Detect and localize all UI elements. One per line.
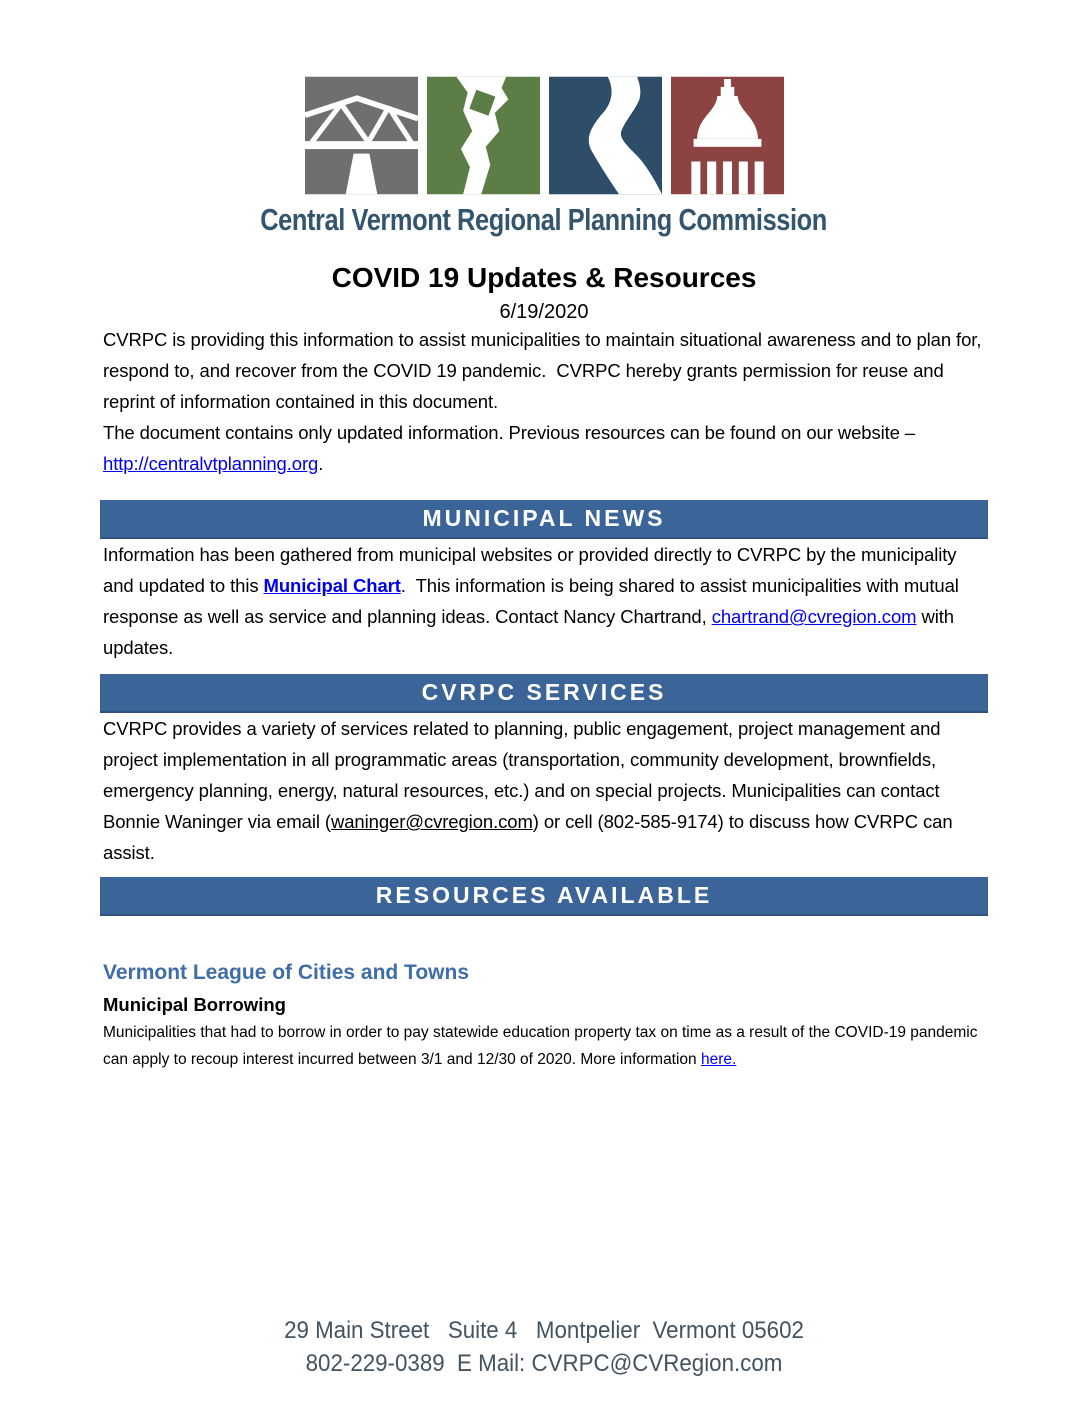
cvrpc-services-text-2: ) or cell (802-585-9174) to discuss how CVRPC can assist.	[103, 811, 953, 863]
municipal-news-banner	[100, 500, 988, 539]
vermont-map-icon	[427, 76, 540, 195]
resources-section	[0, 916, 1088, 1073]
cvrpc-services-text-1: CVRPC provides a variety of services related to planning, public engagement, project management and project implementation in all programmatic areas (transportation, community development, brownfields, emergency planning, energy, natural resources, etc.) and on special projects. Municipalities can contact Bonnie Waninger via email (	[103, 718, 941, 832]
footer-contact: 802-229-0389 E Mail: CVRPC@CVRegion.com	[305, 1350, 783, 1377]
municipal-borrowing-subheading: Municipal Borrowing	[103, 994, 286, 1015]
footer-address: 29 Main Street Suite 4 Montpelier Vermont 05602	[284, 1317, 804, 1344]
municipal-news-text-2: . This information is being shared to assist municipalities with mutual response as well as service and planning ideas. Contact Nancy Chartrand,	[103, 575, 959, 627]
intro-text: CVRPC is providing this information to assist municipalities to maintain situational awareness and to plan for, respond to, and recover from the COVID 19 pandemic. CVRPC hereby grants permission for reuse and reprint of information contained in this document.	[103, 329, 982, 412]
municipal-news-banner-label: MUNICIPAL NEWS	[422, 505, 666, 531]
org-name: Central Vermont Regional Planning Commission	[260, 202, 828, 237]
vlct-heading: Vermont League of Cities and Towns	[103, 961, 469, 984]
cvrpc-services-paragraph	[100, 713, 988, 868]
website-text-end: .	[318, 453, 324, 474]
website-text: The document contains only updated information. Previous resources can be found on our website –	[103, 422, 916, 443]
page-date: 6/19/2020	[499, 301, 589, 323]
more-information-here-link[interactable]: here.	[700, 1051, 737, 1068]
centralvtplanning-link[interactable]: http://centralvtplanning.org	[103, 453, 319, 474]
intro-paragraph	[100, 324, 988, 417]
municipal-news-text-3: with updates.	[103, 606, 954, 658]
municipal-news-section	[0, 539, 1088, 663]
municipal-news-paragraph	[100, 539, 988, 663]
waninger-email-link[interactable]: waninger@cvregion.com	[330, 811, 533, 832]
resources-available-banner	[100, 877, 988, 916]
cvrpc-services-banner-label: CVRPC SERVICES	[421, 679, 667, 705]
intro-section	[0, 324, 1088, 479]
municipal-chart-link[interactable]: Municipal Chart	[263, 575, 401, 596]
chartrand-email-link[interactable]: chartrand@cvregion.com	[711, 606, 917, 627]
cvrpc-logo	[0, 76, 1088, 238]
cvrpc-services-section	[0, 713, 1088, 868]
municipal-news-text-1: Information has been gathered from municipal websites or provided directly to CVRPC by the municipality and updated to this	[103, 544, 957, 596]
cvrpc-services-banner	[100, 674, 988, 713]
bridge-icon	[305, 76, 418, 195]
page-title: COVID 19 Updates & Resources	[331, 262, 757, 293]
river-icon	[549, 76, 662, 195]
municipal-borrowing-text: Municipalities that had to borrow in order to pay statewide education property tax on time as a result of the COVID-19 pandemic can apply to recoup interest incurred between 3/1 and 12/30 of 2020. More information	[103, 1024, 978, 1068]
website-paragraph	[100, 417, 988, 479]
logo-tiles	[305, 76, 784, 195]
capitol-dome-icon	[671, 76, 784, 195]
letterhead-footer	[38, 1314, 1050, 1380]
resources-available-banner-label: RESOURCES AVAILABLE	[375, 882, 713, 908]
municipal-borrowing-paragraph	[100, 1019, 988, 1073]
